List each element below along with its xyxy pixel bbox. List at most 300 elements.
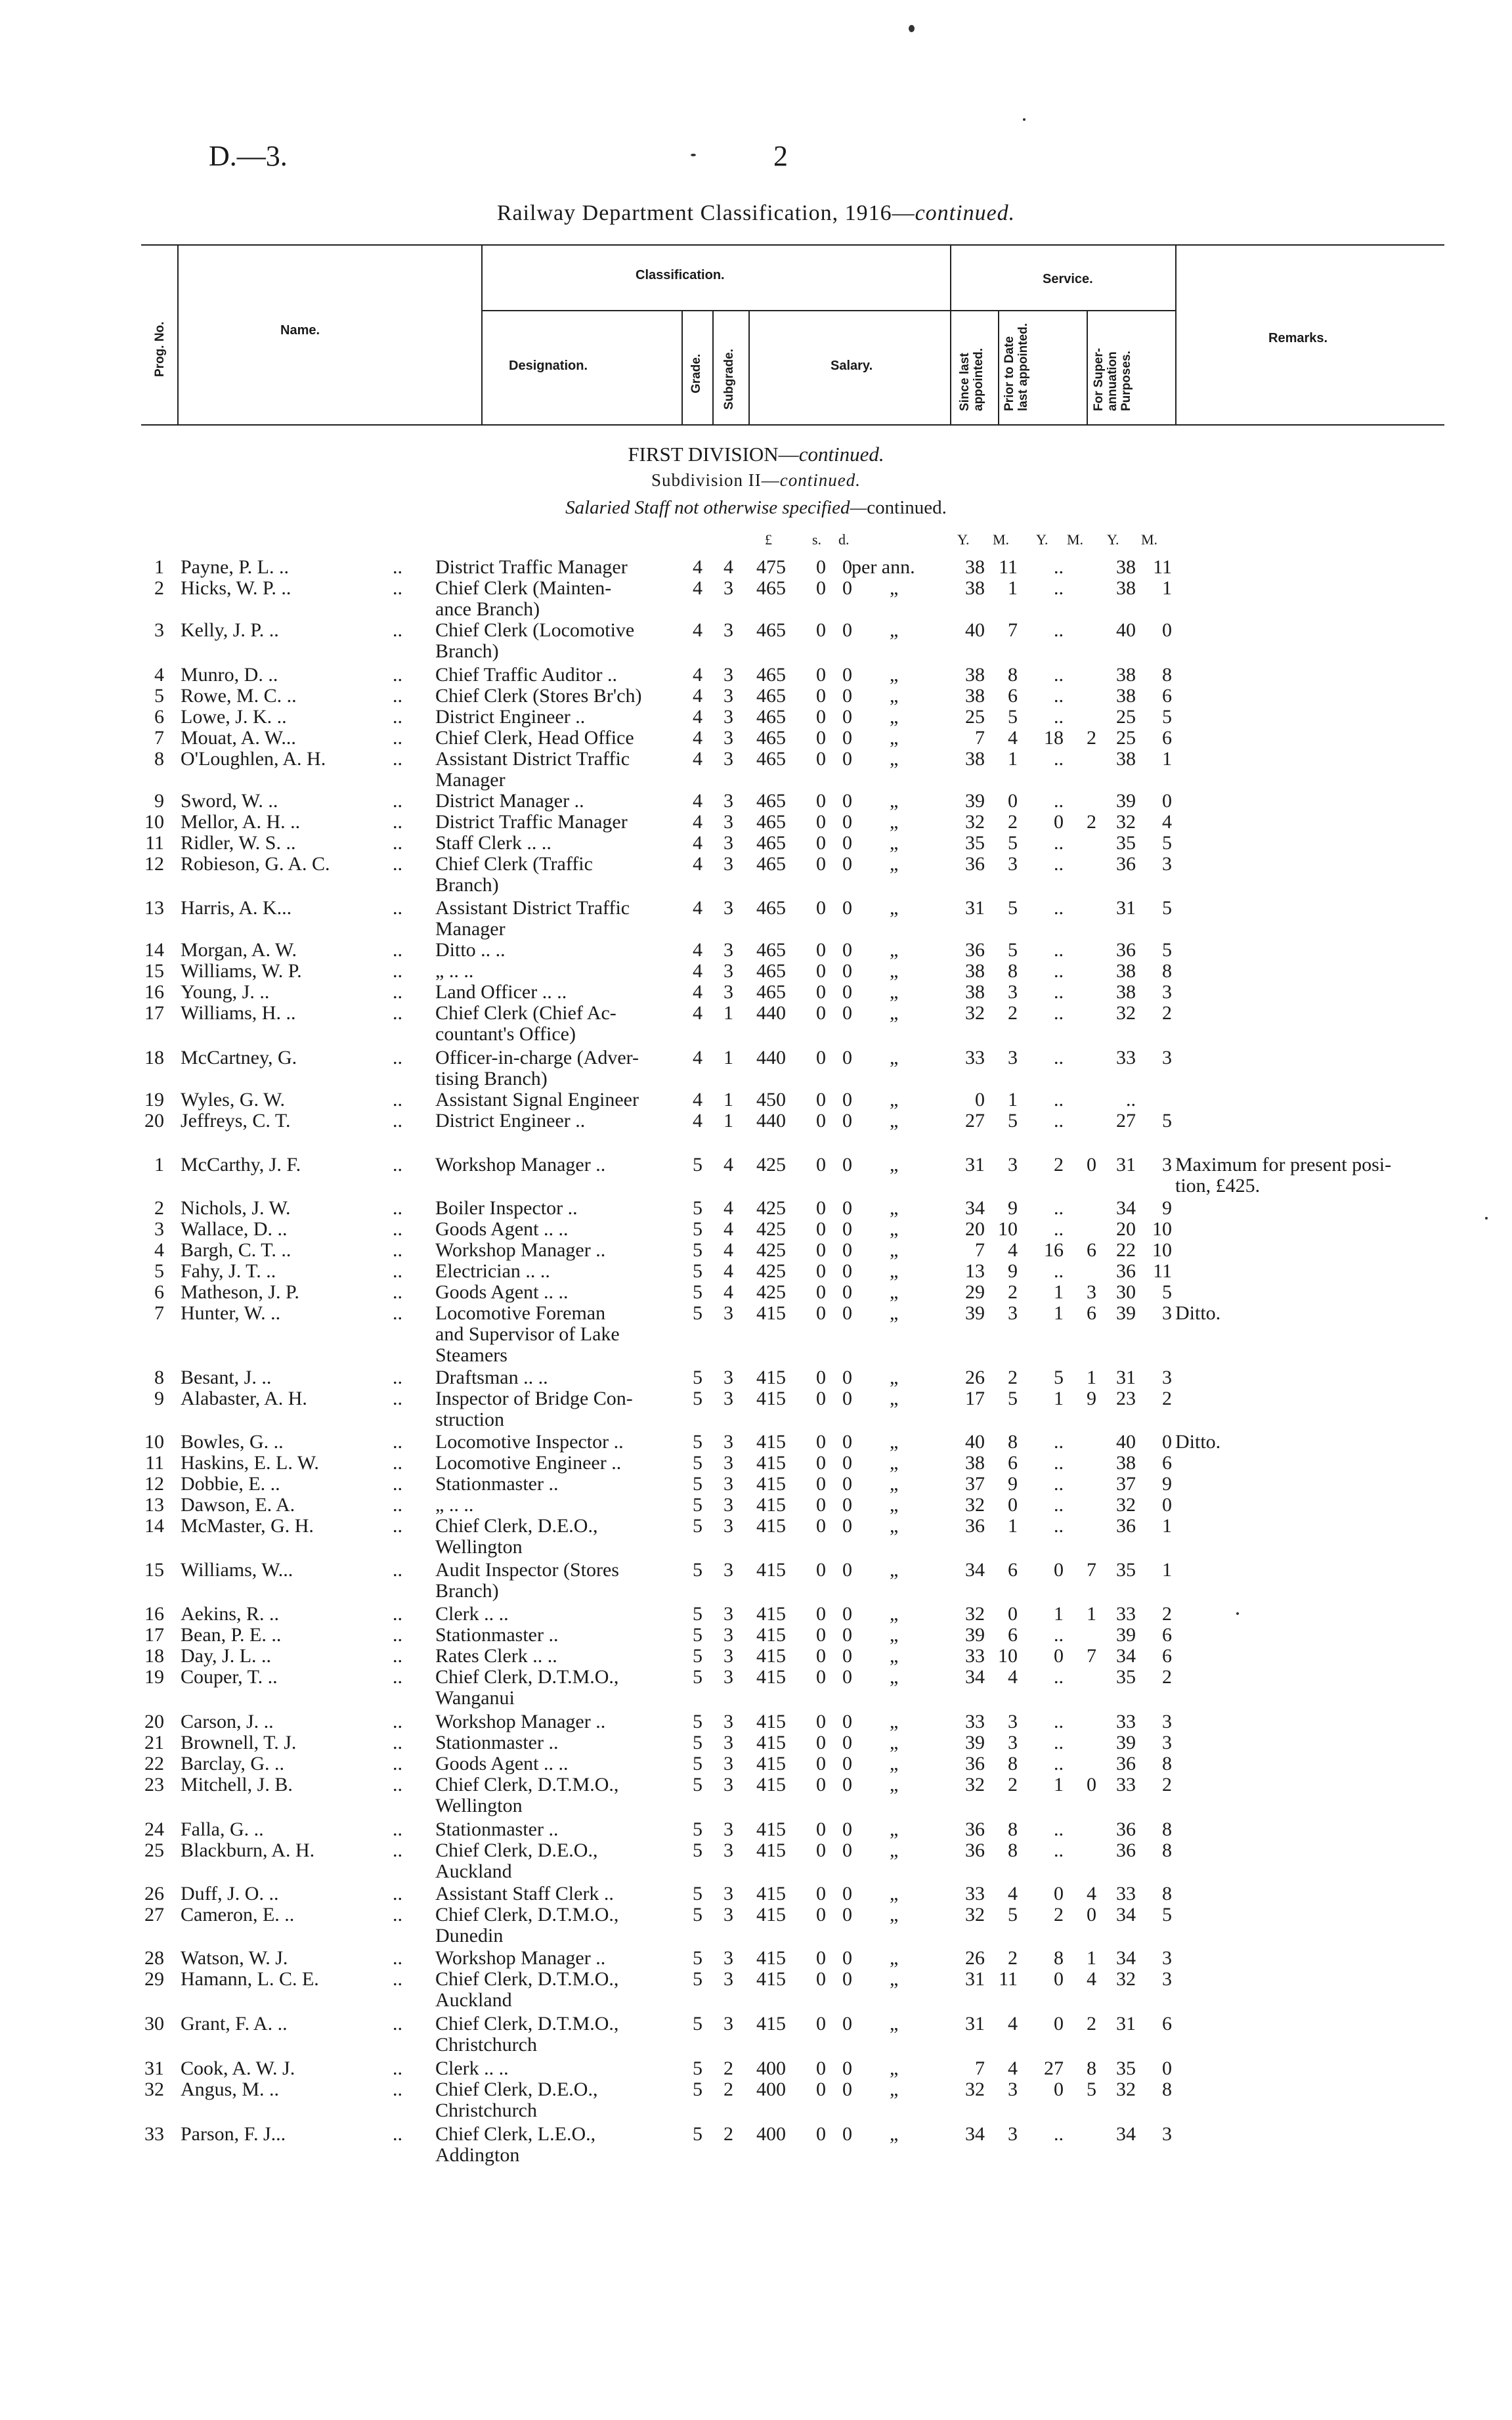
- cell-d: 0: [842, 664, 852, 686]
- cell-sm: 5: [1008, 939, 1018, 961]
- cell-desig: Assistant District Traffic Manager: [435, 897, 630, 940]
- cell-d: 0: [842, 811, 852, 833]
- cell-per: „: [890, 1904, 899, 1925]
- cell-sal: 415: [756, 1494, 786, 1516]
- cell-s: 0: [816, 1367, 826, 1388]
- cell-sm: 6: [1008, 1452, 1018, 1474]
- cell-sy: 33: [965, 1883, 985, 1904]
- cell-sy: 39: [965, 1732, 985, 1753]
- cell-per: „: [890, 2057, 899, 2079]
- cell-py: ..: [1054, 1494, 1064, 1516]
- cell-s: 0: [816, 1110, 826, 1132]
- cell-um: 6: [1162, 685, 1172, 707]
- cell-n: 31: [144, 2057, 164, 2079]
- cell-name: Wyles, G. W.: [181, 1089, 286, 1111]
- table-row: [0, 1559, 1512, 1602]
- cell-sal: 415: [756, 1839, 786, 1861]
- cell-sal: 465: [756, 960, 786, 982]
- cell-per: „: [890, 1559, 899, 1581]
- cell-desig: Chief Traffic Auditor ..: [435, 664, 617, 686]
- table-row: [0, 1198, 1512, 1219]
- cell-sm: 7: [1008, 619, 1018, 641]
- cell-d: 0: [842, 1559, 852, 1581]
- cell-desig: Land Officer .. ..: [435, 981, 567, 1003]
- cell-s: 0: [816, 1711, 826, 1732]
- cell-sal: 465: [756, 577, 786, 599]
- cell-py: 0: [1054, 811, 1064, 833]
- cell-uy: 31: [1116, 1367, 1136, 1388]
- cell-sal: 415: [756, 1774, 786, 1795]
- leader-dots: ..: [393, 1666, 402, 1688]
- cell-pm: 7: [1087, 1645, 1096, 1667]
- cell-name: Morgan, A. W.: [181, 939, 297, 961]
- cell-sy: 40: [965, 1431, 985, 1453]
- leader-dots: ..: [393, 1260, 402, 1282]
- cell-sm: 5: [1008, 1110, 1018, 1132]
- cell-sm: 6: [1008, 1559, 1018, 1581]
- cell-g: 4: [693, 811, 702, 833]
- cell-sal: 425: [756, 1197, 786, 1219]
- leader-dots: ..: [393, 1753, 402, 1774]
- cell-desig: Chief Clerk (Locomotive Branch): [435, 619, 635, 662]
- cell-desig: Chief Clerk, L.E.O., Addington: [435, 2123, 596, 2166]
- cell-sy: 34: [965, 1559, 985, 1581]
- cell-sy: 7: [975, 727, 985, 749]
- cell-py: ..: [1054, 706, 1064, 728]
- cell-pm: 2: [1087, 811, 1096, 833]
- cell-n: 6: [154, 1281, 164, 1303]
- cell-sal: 415: [756, 1968, 786, 1990]
- cell-pm: 9: [1087, 1388, 1096, 1409]
- cell-py: ..: [1054, 619, 1064, 641]
- print-speck: [909, 25, 915, 32]
- table-row: [0, 1968, 1512, 2011]
- leader-dots: ..: [393, 1904, 402, 1925]
- table-row: [0, 1047, 1512, 1089]
- cell-per: „: [890, 897, 899, 919]
- cell-um: 3: [1162, 1947, 1172, 1969]
- cell-sal: 415: [756, 1302, 786, 1324]
- unit-since-months: M.: [993, 531, 1010, 548]
- cell-s: 0: [816, 1624, 826, 1646]
- cell-n: 20: [144, 1110, 164, 1132]
- cell-sg: 3: [724, 1603, 733, 1625]
- cell-uy: 35: [1116, 2057, 1136, 2079]
- cell-um: 1: [1162, 1559, 1172, 1581]
- cell-per: „: [890, 960, 899, 982]
- cell-name: Ridler, W. S. ..: [181, 832, 296, 854]
- cell-d: 0: [842, 1239, 852, 1261]
- cell-s: 0: [816, 1494, 826, 1516]
- cell-per: „: [890, 2013, 899, 2035]
- cell-s: 0: [816, 556, 826, 578]
- prior-to-date-header: Prior to Date last appointed.: [1003, 322, 1030, 411]
- cell-sal: 415: [756, 1904, 786, 1925]
- cell-per: „: [890, 1839, 899, 1861]
- cell-per: „: [890, 1367, 899, 1388]
- cell-sy: 33: [965, 1645, 985, 1667]
- cell-sm: 3: [1008, 1047, 1018, 1068]
- cell-sal: 425: [756, 1260, 786, 1282]
- cell-g: 5: [693, 1732, 702, 1753]
- cell-rem: Ditto.: [1175, 1302, 1221, 1324]
- cell-py: 1: [1054, 1603, 1064, 1625]
- cell-d: 0: [842, 1218, 852, 1240]
- table-row: [0, 812, 1512, 833]
- cell-n: 18: [144, 1645, 164, 1667]
- leader-dots: ..: [393, 1047, 402, 1068]
- cell-sg: 1: [724, 1110, 733, 1132]
- leader-dots: ..: [393, 2013, 402, 2035]
- cell-um: 9: [1162, 1197, 1172, 1219]
- cell-d: 0: [842, 2123, 852, 2145]
- unit-since-years: Y.: [957, 531, 970, 548]
- cell-um: 5: [1162, 832, 1172, 854]
- cell-py: ..: [1054, 1753, 1064, 1774]
- cell-desig: District Manager ..: [435, 790, 584, 812]
- cell-um: 10: [1152, 1218, 1172, 1240]
- table-row: [0, 686, 1512, 707]
- cell-pm: 1: [1087, 1947, 1096, 1969]
- cell-name: Falla, G. ..: [181, 1818, 264, 1840]
- cell-g: 4: [693, 1089, 702, 1111]
- cell-desig: Chief Clerk, Head Office: [435, 727, 634, 749]
- cell-sg: 3: [724, 1388, 733, 1409]
- cell-py: ..: [1054, 897, 1064, 919]
- cell-desig: Chief Clerk, D.T.M.O., Wanganui: [435, 1666, 619, 1709]
- leader-dots: ..: [393, 706, 402, 728]
- cell-name: Hicks, W. P. ..: [181, 577, 292, 599]
- cell-pm: 6: [1087, 1239, 1096, 1261]
- cell-name: Williams, W. P.: [181, 960, 302, 982]
- cell-per: „: [890, 1260, 899, 1282]
- leader-dots: ..: [393, 1473, 402, 1495]
- cell-um: 3: [1162, 1711, 1172, 1732]
- cell-s: 0: [816, 2057, 826, 2079]
- cell-s: 0: [816, 1753, 826, 1774]
- cell-n: 25: [144, 1839, 164, 1861]
- cell-desig: Boiler Inspector ..: [435, 1197, 578, 1219]
- cell-d: 0: [842, 1603, 852, 1625]
- cell-um: 8: [1162, 960, 1172, 982]
- cell-name: Kelly, J. P. ..: [181, 619, 279, 641]
- cell-sg: 4: [724, 556, 733, 578]
- cell-g: 4: [693, 1110, 702, 1132]
- cell-sal: 415: [756, 1388, 786, 1409]
- leader-dots: ..: [393, 1154, 402, 1176]
- cell-sg: 3: [724, 2013, 733, 2035]
- cell-sm: 4: [1008, 1239, 1018, 1261]
- cell-uy: 35: [1116, 832, 1136, 854]
- cell-name: McCartney, G.: [181, 1047, 297, 1068]
- cell-s: 0: [816, 897, 826, 919]
- cell-sy: 25: [965, 706, 985, 728]
- cell-n: 7: [154, 727, 164, 749]
- cell-uy: 34: [1116, 2123, 1136, 2145]
- cell-sg: 3: [724, 685, 733, 707]
- cell-g: 5: [693, 1645, 702, 1667]
- cell-sg: 3: [724, 1431, 733, 1453]
- cell-uy: 38: [1116, 685, 1136, 707]
- cell-per: „: [890, 748, 899, 770]
- cell-desig: Locomotive Engineer ..: [435, 1452, 622, 1474]
- leader-dots: ..: [393, 1239, 402, 1261]
- cell-g: 5: [693, 1515, 702, 1537]
- cell-desig: Clerk .. ..: [435, 2057, 509, 2079]
- cell-um: 6: [1162, 727, 1172, 749]
- leader-dots: ..: [393, 1452, 402, 1474]
- cell-py: ..: [1054, 748, 1064, 770]
- unit-prior-years: Y.: [1036, 531, 1048, 548]
- cell-d: 0: [842, 939, 852, 961]
- cell-um: 10: [1152, 1239, 1172, 1261]
- cell-per: „: [890, 1603, 899, 1625]
- cell-desig: Chief Clerk, D.T.M.O., Wellington: [435, 1774, 619, 1816]
- cell-um: 5: [1162, 897, 1172, 919]
- cell-d: 0: [842, 727, 852, 749]
- table-header: [141, 244, 1444, 426]
- leader-dots: ..: [393, 685, 402, 707]
- cell-g: 4: [693, 1047, 702, 1068]
- cell-sg: 1: [724, 1047, 733, 1068]
- cell-sy: 38: [965, 556, 985, 578]
- cell-sg: 3: [724, 1302, 733, 1324]
- cell-d: 0: [842, 1494, 852, 1516]
- leader-dots: ..: [393, 1839, 402, 1861]
- leader-dots: ..: [393, 1281, 402, 1303]
- cell-s: 0: [816, 1473, 826, 1495]
- cell-name: Carson, J. ..: [181, 1711, 274, 1732]
- cell-sm: 4: [1008, 727, 1018, 749]
- cell-um: 3: [1162, 1302, 1172, 1324]
- cell-per: „: [890, 1431, 899, 1453]
- cell-d: 0: [842, 1260, 852, 1282]
- cell-py: ..: [1054, 1473, 1064, 1495]
- cell-sy: 0: [975, 1089, 985, 1111]
- cell-sm: 4: [1008, 2057, 1018, 2079]
- cell-per: „: [890, 727, 899, 749]
- cell-s: 0: [816, 853, 826, 875]
- table-row: [0, 1261, 1512, 1282]
- cell-n: 3: [154, 619, 164, 641]
- cell-sy: 20: [965, 1218, 985, 1240]
- cell-uy: 25: [1116, 727, 1136, 749]
- cell-sal: 415: [756, 1711, 786, 1732]
- cell-sg: 1: [724, 1002, 733, 1024]
- cell-um: 4: [1162, 811, 1172, 833]
- cell-s: 0: [816, 1904, 826, 1925]
- cell-per: „: [890, 1154, 899, 1176]
- cell-pm: 1: [1087, 1603, 1096, 1625]
- cell-uy: 38: [1116, 1452, 1136, 1474]
- cell-sm: 10: [998, 1645, 1018, 1667]
- cell-rem: Maximum for present posi- tion, £425.: [1175, 1154, 1392, 1197]
- leader-dots: ..: [393, 577, 402, 599]
- cell-per: „: [890, 1494, 899, 1516]
- cell-g: 4: [693, 577, 702, 599]
- cell-per: „: [890, 1515, 899, 1537]
- cell-py: 0: [1054, 1645, 1064, 1667]
- cell-d: 0: [842, 1753, 852, 1774]
- cell-s: 0: [816, 1515, 826, 1537]
- cell-sy: 39: [965, 1624, 985, 1646]
- cell-sal: 415: [756, 1473, 786, 1495]
- cell-name: Payne, P. L. ..: [181, 556, 289, 578]
- cell-per: „: [890, 1302, 899, 1324]
- classification-header: Classification.: [636, 268, 725, 282]
- running-title-continued: continued.: [915, 201, 1016, 225]
- cell-um: 3: [1162, 1154, 1172, 1176]
- cell-n: 30: [144, 2013, 164, 2035]
- cell-g: 4: [693, 1002, 702, 1024]
- cell-name: Angus, M. ..: [181, 2079, 280, 2100]
- cell-sg: 4: [724, 1197, 733, 1219]
- cell-sm: 3: [1008, 1154, 1018, 1176]
- cell-sm: 0: [1008, 790, 1018, 812]
- cell-name: Blackburn, A. H.: [181, 1839, 315, 1861]
- table-row: [0, 619, 1512, 662]
- cell-py: ..: [1054, 939, 1064, 961]
- table-row: [0, 1904, 1512, 1947]
- cell-d: 0: [842, 1645, 852, 1667]
- cell-n: 2: [154, 577, 164, 599]
- cell-n: 8: [154, 748, 164, 770]
- cell-desig: Chief Clerk, D.E.O., Christchurch: [435, 2079, 598, 2121]
- cell-sg: 3: [724, 1494, 733, 1516]
- cell-desig: Assistant District Traffic Manager: [435, 748, 630, 791]
- cell-sm: 5: [1008, 1904, 1018, 1925]
- leader-dots: ..: [393, 1559, 402, 1581]
- table-row: [0, 1432, 1512, 1453]
- cell-desig: Inspector of Bridge Con- struction: [435, 1388, 633, 1430]
- cell-pm: 5: [1087, 2079, 1096, 2100]
- cell-n: 13: [144, 897, 164, 919]
- cell-sg: 3: [724, 939, 733, 961]
- cell-g: 4: [693, 853, 702, 875]
- cell-s: 0: [816, 1774, 826, 1795]
- leader-dots: ..: [393, 1089, 402, 1111]
- cell-sg: 3: [724, 981, 733, 1003]
- table-row: [0, 1515, 1512, 1558]
- leader-dots: ..: [393, 1197, 402, 1219]
- print-speck: [1023, 118, 1026, 121]
- cell-um: 5: [1162, 1904, 1172, 1925]
- cell-py: ..: [1054, 1624, 1064, 1646]
- cell-sg: 3: [724, 1559, 733, 1581]
- cell-sal: 415: [756, 1559, 786, 1581]
- cell-name: Young, J. ..: [181, 981, 270, 1003]
- cell-sg: 2: [724, 2123, 733, 2145]
- cell-sal: 415: [756, 1666, 786, 1688]
- cell-sg: 3: [724, 1452, 733, 1474]
- cell-n: 5: [154, 685, 164, 707]
- cell-g: 5: [693, 1154, 702, 1176]
- cell-per: „: [890, 1624, 899, 1646]
- cell-g: 4: [693, 790, 702, 812]
- cell-name: Duff, J. O. ..: [181, 1883, 279, 1904]
- cell-uy: 36: [1116, 1839, 1136, 1861]
- cell-s: 0: [816, 1645, 826, 1667]
- cell-g: 5: [693, 1904, 702, 1925]
- cell-n: 12: [144, 1473, 164, 1495]
- cell-sm: 6: [1008, 685, 1018, 707]
- cell-um: 3: [1162, 1047, 1172, 1068]
- cell-sg: 3: [724, 1666, 733, 1688]
- cell-per: „: [890, 1947, 899, 1969]
- leader-dots: ..: [393, 1774, 402, 1795]
- cell-s: 0: [816, 727, 826, 749]
- cell-g: 5: [693, 1197, 702, 1219]
- table-row: [0, 2123, 1512, 2166]
- cell-desig: District Traffic Manager: [435, 556, 628, 578]
- cell-s: 0: [816, 664, 826, 686]
- cell-per: „: [890, 577, 899, 599]
- cell-py: 27: [1044, 2057, 1064, 2079]
- cell-sy: 38: [965, 981, 985, 1003]
- cell-pm: 1: [1087, 1367, 1096, 1388]
- table-row: [0, 982, 1512, 1003]
- cell-sg: 2: [724, 2079, 733, 2100]
- cell-s: 0: [816, 2013, 826, 2035]
- cell-uy: 34: [1116, 1197, 1136, 1219]
- cell-g: 5: [693, 1239, 702, 1261]
- cell-sm: 1: [1008, 1515, 1018, 1537]
- cell-d: 0: [842, 1883, 852, 1904]
- cell-sy: 36: [965, 853, 985, 875]
- cell-g: 4: [693, 939, 702, 961]
- cell-py: 0: [1054, 1559, 1064, 1581]
- cell-per: „: [890, 664, 899, 686]
- cell-py: ..: [1054, 1002, 1064, 1024]
- cell-per: „: [890, 1818, 899, 1840]
- cell-sy: 32: [965, 1904, 985, 1925]
- unit-super-months: M.: [1141, 531, 1158, 548]
- cell-uy: 38: [1116, 748, 1136, 770]
- cell-sg: 3: [724, 1624, 733, 1646]
- cell-name: McMaster, G. H.: [181, 1515, 314, 1537]
- cell-s: 0: [816, 1302, 826, 1324]
- cell-sm: 1: [1008, 748, 1018, 770]
- cell-uy: 32: [1116, 1002, 1136, 1024]
- cell-s: 0: [816, 1218, 826, 1240]
- cell-desig: Assistant Staff Clerk ..: [435, 1883, 614, 1904]
- cell-um: 8: [1162, 1839, 1172, 1861]
- cell-d: 0: [842, 1732, 852, 1753]
- cell-py: ..: [1054, 2123, 1064, 2145]
- cell-d: 0: [842, 706, 852, 728]
- cell-d: 0: [842, 1473, 852, 1495]
- cell-d: 0: [842, 1047, 852, 1068]
- cell-per: „: [890, 685, 899, 707]
- cell-g: 4: [693, 960, 702, 982]
- cell-s: 0: [816, 1154, 826, 1176]
- cell-s: 0: [816, 1883, 826, 1904]
- cell-um: 8: [1162, 1883, 1172, 1904]
- cell-sg: 3: [724, 853, 733, 875]
- cell-sg: 3: [724, 1774, 733, 1795]
- cell-name: Jeffreys, C. T.: [181, 1110, 291, 1132]
- cell-uy: 32: [1116, 2079, 1136, 2100]
- cell-um: 3: [1162, 853, 1172, 875]
- cell-d: 0: [842, 577, 852, 599]
- table-row: [0, 665, 1512, 686]
- cell-s: 0: [816, 1388, 826, 1409]
- leader-dots: ..: [393, 811, 402, 833]
- table-row: [0, 1219, 1512, 1240]
- leader-dots: ..: [393, 1818, 402, 1840]
- page-code: D.—3.: [209, 140, 288, 172]
- cell-uy: 31: [1116, 1154, 1136, 1176]
